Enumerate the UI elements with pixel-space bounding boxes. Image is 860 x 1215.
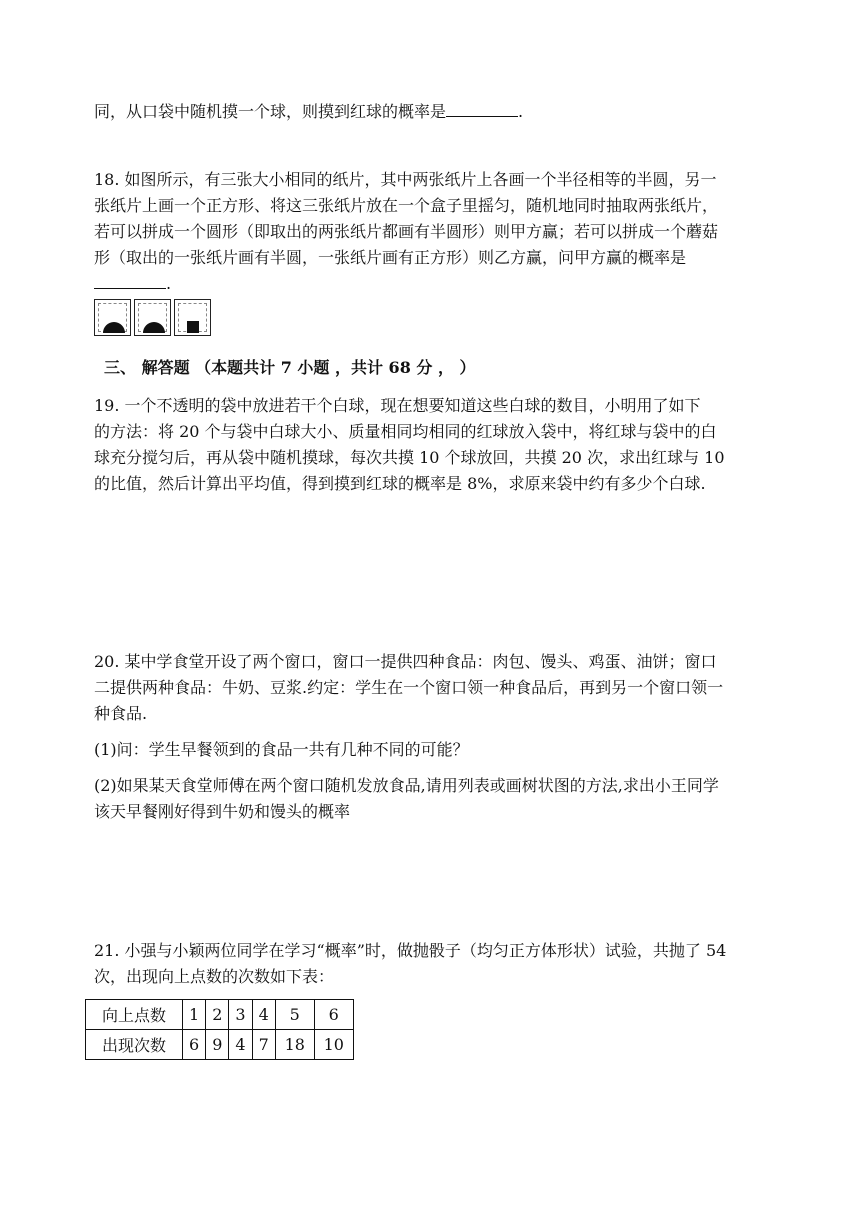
q17-tail-line bbox=[94, 101, 523, 123]
q18-line-3: 若可以拼成一个圆形（即取出的两张纸片都画有半圆形）则甲方赢；若可以拼成一个蘑菇 bbox=[94, 222, 719, 241]
table-cell: 5 bbox=[275, 1000, 314, 1030]
q21-line-2: 次，出现向上点数的次数如下表： bbox=[94, 967, 335, 986]
q17-tail-end: . bbox=[518, 102, 524, 121]
table-row bbox=[86, 1000, 354, 1030]
table-cell: 2 bbox=[206, 1000, 229, 1030]
table-cell: 10 bbox=[314, 1030, 353, 1060]
q19-line-2: 的方法：将 20 个与袋中白球大小、质量相同均相同的红球放入袋中，将红球与袋中的白 bbox=[94, 422, 717, 441]
table-cell: 18 bbox=[275, 1030, 314, 1060]
table-cell: 9 bbox=[206, 1030, 229, 1060]
q19-line-1: 19. 一个不透明的袋中放进若干个白球，现在想要知道这些白球的数目，小明用了如下 bbox=[94, 396, 701, 415]
table-row bbox=[86, 1030, 354, 1060]
paper-cards-figure bbox=[94, 299, 211, 339]
q20-part-1: (1)问：学生早餐领到的食品一共有几种不同的可能？ bbox=[94, 740, 469, 759]
q20-line-3: 种食品. bbox=[94, 704, 148, 723]
card-square bbox=[174, 299, 211, 336]
q20-line-2: 二提供两种食品：牛奶、豆浆.约定：学生在一个窗口领一种食品后，再到另一个窗口领一 bbox=[94, 678, 724, 697]
answer-blank bbox=[94, 288, 166, 289]
q18-line-2: 张纸片上画一个正方形、将这三张纸片放在一个盒子里摇匀，随机地同时抽取两张纸片， bbox=[94, 196, 719, 215]
q17-tail-text: 同，从口袋中随机摸一个球，则摸到红球的概率是 bbox=[94, 102, 447, 121]
q18-end: . bbox=[166, 274, 172, 293]
q19-line-3: 球充分搅匀后，再从袋中随机摸球，每次共摸 10 个球放回，共摸 20 次，求出红球与 10 bbox=[94, 448, 725, 467]
answer-blank bbox=[446, 116, 518, 117]
section-heading: 三、 解答题 （本题共计 7 小题 ，共计 68 分 ， ） bbox=[104, 358, 476, 377]
q20-part-2-cont: 该天早餐刚好得到牛奶和馒头的概率 bbox=[94, 802, 351, 821]
q20-line-1: 20. 某中学食堂开设了两个窗口，窗口一提供四种食品：肉包、馒头、鸡蛋、油饼；窗口 bbox=[94, 652, 717, 671]
q18-answer-line bbox=[94, 273, 171, 295]
table-cell: 6 bbox=[314, 1000, 353, 1030]
row-header: 向上点数 bbox=[86, 1000, 183, 1030]
table-cell: 1 bbox=[183, 1000, 206, 1030]
table-cell: 3 bbox=[229, 1000, 252, 1030]
card-half-circle bbox=[94, 299, 131, 336]
q21-line-1: 21. 小强与小颖两位同学在学习“概率”时，做抛骰子（均匀正方体形状）试验，共抛了 54 bbox=[94, 941, 727, 960]
table-cell: 4 bbox=[252, 1000, 275, 1030]
square-shape bbox=[187, 321, 199, 333]
q18-line-4: 形（取出的一张纸片画有半圆，一张纸片画有正方形）则乙方赢，问甲方赢的概率是 bbox=[94, 248, 687, 267]
dice-results-table bbox=[85, 999, 354, 1060]
row-header: 出现次数 bbox=[86, 1030, 183, 1060]
q19-line-4: 的比值，然后计算出平均值，得到摸到红球的概率是 8%，求原来袋中约有多少个白球. bbox=[94, 474, 706, 493]
card-half-circle bbox=[134, 299, 171, 336]
q18-line-1: 18. 如图所示，有三张大小相同的纸片，其中两张纸片上各画一个半径相等的半圆，另一 bbox=[94, 170, 717, 189]
table-cell: 6 bbox=[183, 1030, 206, 1060]
q20-part-2: (2)如果某天食堂师傅在两个窗口随机发放食品,请用列表或画树状图的方法,求出小王同学 bbox=[94, 776, 719, 795]
table-cell: 4 bbox=[229, 1030, 252, 1060]
table-cell: 7 bbox=[252, 1030, 275, 1060]
